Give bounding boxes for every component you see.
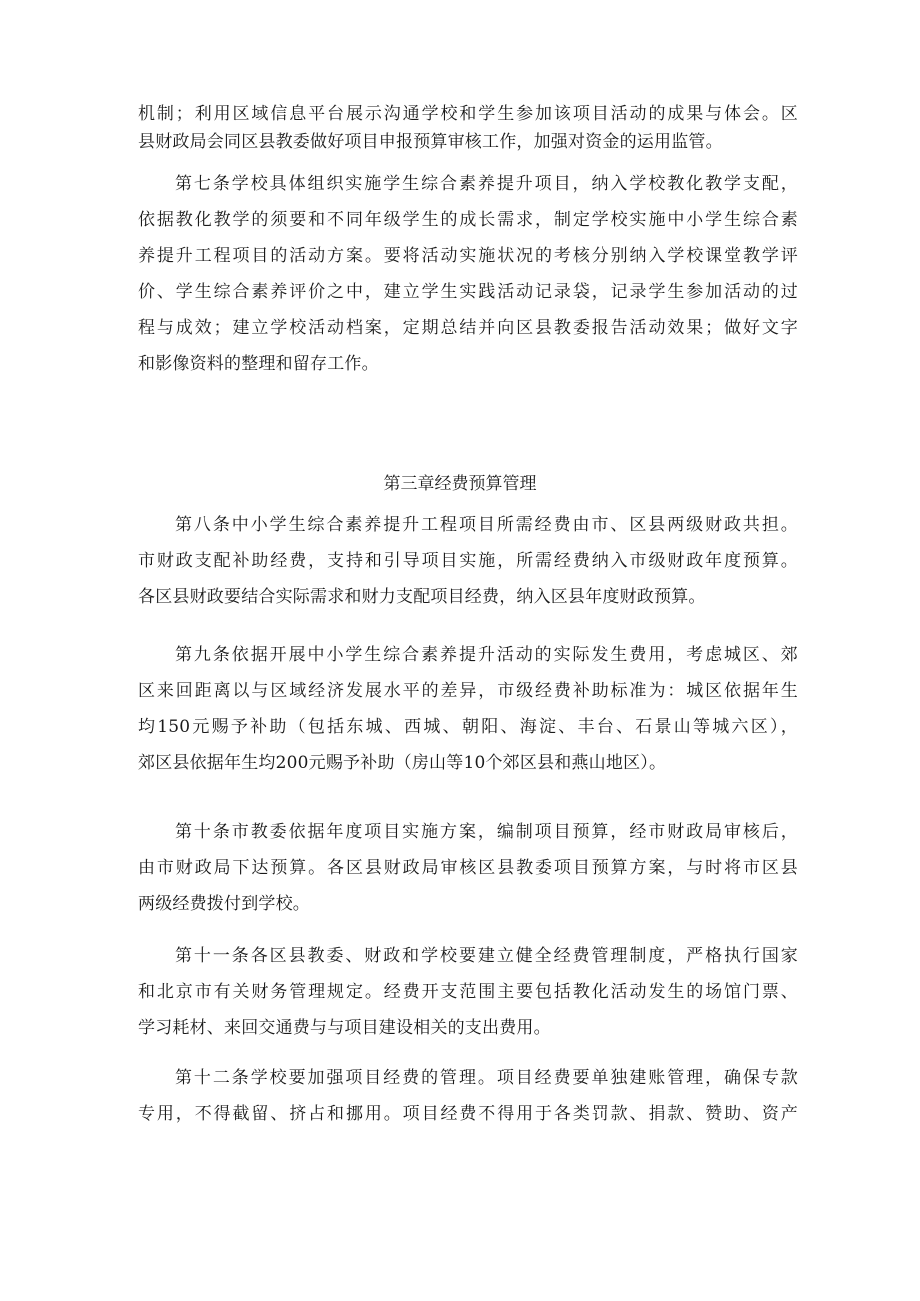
text-line: 第七条学校具体组织实施学生综合素养提升项目，纳入学校教化教学支配， — [175, 174, 798, 194]
text-line: 第九条依据开展中小学生综合素养提升活动的实际发生费用，考虑城区、郊 — [175, 645, 798, 665]
text-line: 程与成效；建立学校活动档案，定期总结并向区县教委报告活动效果；做好文字 — [138, 318, 798, 338]
text-line: 专用，不得截留、挤占和挪用。项目经费不得用于各类罚款、捐款、赞助、资产 — [138, 1104, 798, 1124]
text-line: 郊区县依据年生均200元赐予补助（房山等10个郊区县和燕山地区）。 — [138, 753, 667, 773]
paragraph-article-11 — [138, 938, 798, 1046]
chapter-heading: 第三章经费预算管理 — [383, 474, 537, 494]
text-line: 和北京市有关财务管理规定。经费开支范围主要包括教化活动发生的场馆门票、 — [138, 982, 798, 1002]
paragraph-article-7 — [138, 166, 798, 382]
text-line: 和影像资料的整理和留存工作。 — [138, 354, 379, 374]
paragraph-article-9 — [138, 637, 798, 781]
text-line: 第十一条各区县教委、财政和学校要建立健全经费管理制度，严格执行国家 — [175, 946, 798, 966]
text-line: 均150元赐予补助（包括东城、西城、朝阳、海淀、丰台、石景山等城六区）， — [138, 717, 798, 737]
text-line: 由市财政局下达预算。各区县财政局审核区县教委项目预算方案，与时将市区县 — [138, 858, 798, 878]
text-line: 机制；利用区域信息平台展示沟通学校和学生参加该项目活动的成果与体会。区 — [138, 104, 798, 124]
text-line: 市财政支配补助经费，支持和引导项目实施，所需经费纳入市级财政年度预算。 — [138, 551, 798, 571]
text-line: 养提升工程项目的活动方案。要将活动实施状况的考核分别纳入学校课堂教学评 — [138, 246, 798, 266]
text-line: 学习耗材、来回交通费与与项目建设相关的支出费用。 — [138, 1018, 551, 1038]
text-line: 第八条中小学生综合素养提升工程项目所需经费由市、区县两级财政共担。 — [175, 515, 798, 535]
text-line: 价、学生综合素养评价之中，建立学生实践活动记录袋，记录学生参加活动的过 — [138, 282, 798, 302]
text-line: 依据教化教学的须要和不同年级学生的成长需求，制定学校实施中小学生综合素 — [138, 210, 798, 230]
text-line: 县财政局会同区县教委做好项目申报预算审核工作，加强对资金的运用监管。 — [138, 132, 723, 152]
text-line: 区来回距离以与区域经济发展水平的差异，市级经费补助标准为：城区依据年生 — [138, 681, 798, 701]
paragraph-article-10 — [138, 814, 798, 922]
text-line: 第十条市教委依据年度项目实施方案，编制项目预算，经市财政局审核后， — [175, 822, 798, 842]
text-line: 两级经费拨付到学校。 — [138, 894, 310, 914]
paragraph-article-12 — [138, 1060, 798, 1132]
text-line: 各区县财政要结合实际需求和财力支配项目经费，纳入区县年度财政预算。 — [138, 587, 706, 607]
paragraph-continuation — [138, 100, 798, 156]
text-line: 第十二条学校要加强项目经费的管理。项目经费要单独建账管理，确保专款 — [175, 1068, 798, 1088]
paragraph-article-8 — [138, 507, 798, 615]
